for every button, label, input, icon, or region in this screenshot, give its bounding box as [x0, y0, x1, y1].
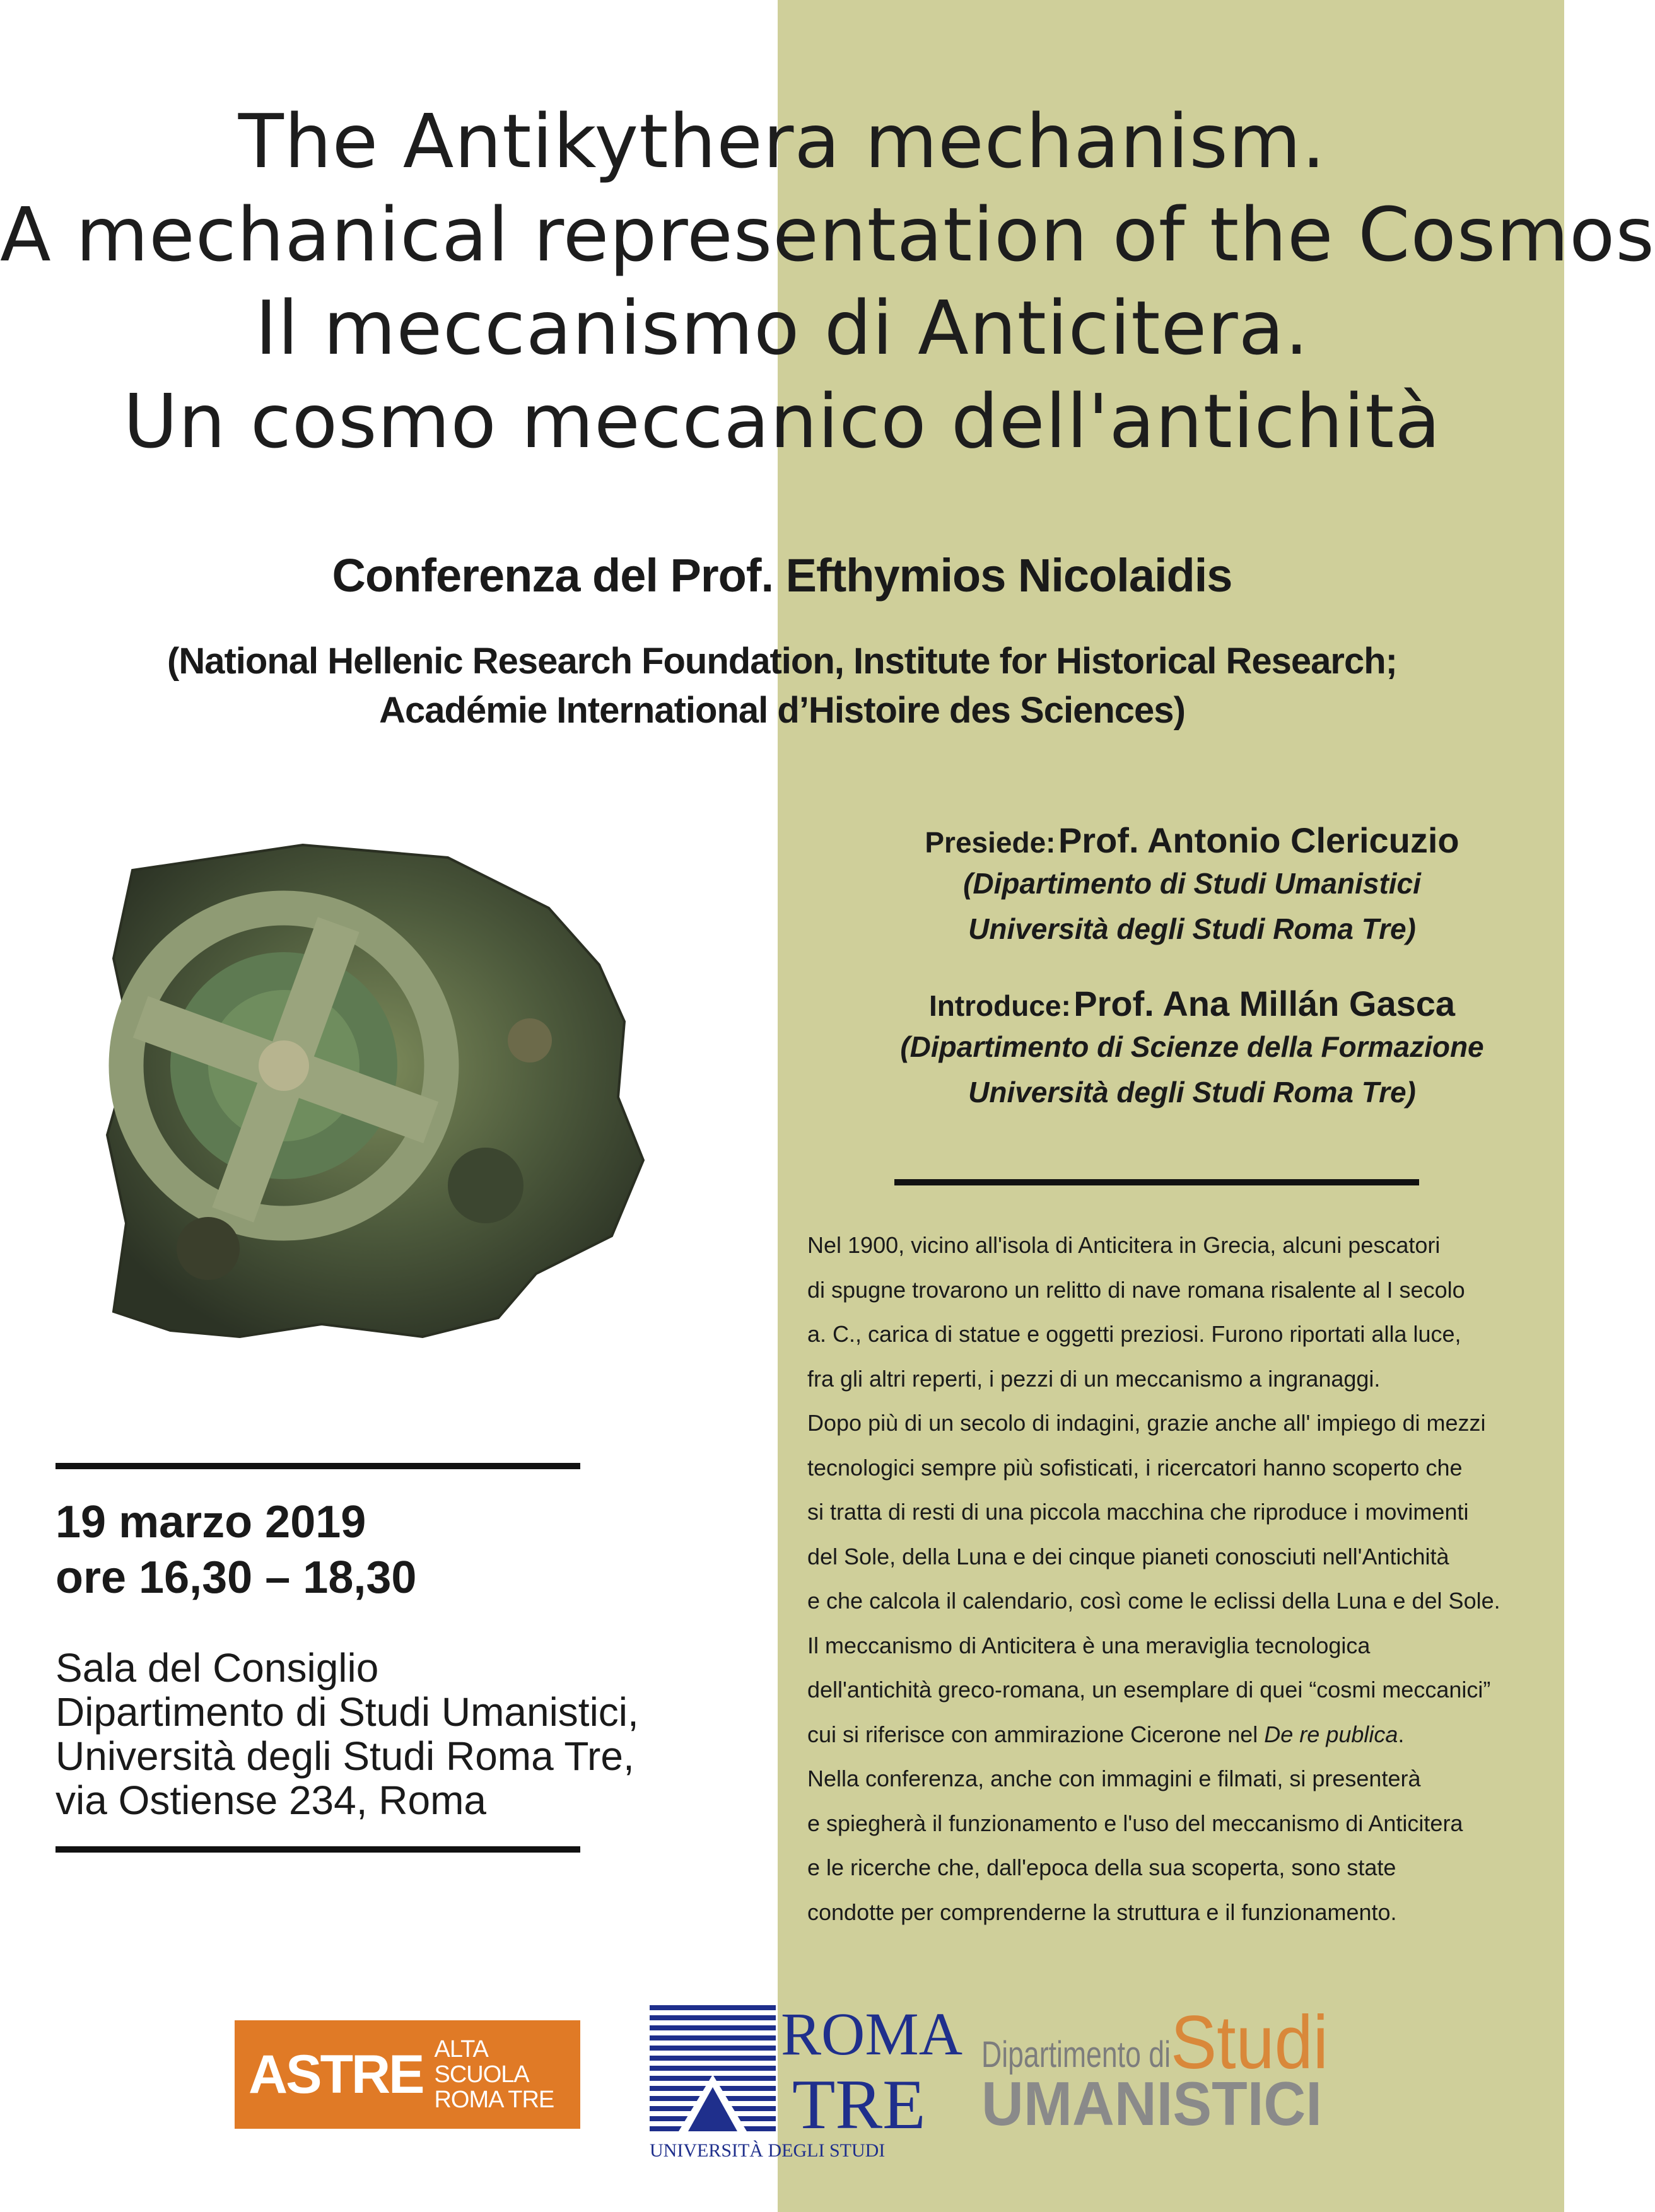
- body-line: Dopo più di un secolo di indagini, grazie anche all' impiego di mezzi: [807, 1410, 1486, 1436]
- title-line: Il meccanismo di Anticitera.: [255, 284, 1309, 371]
- body-line: condotte per comprenderne la struttura e il funzionamento.: [807, 1899, 1397, 1925]
- roma-tre-line1: ROMA: [781, 2000, 963, 2068]
- chair-role: Presiede:: [925, 826, 1056, 859]
- chair-section: [820, 820, 1564, 1115]
- body-line-text: cui si riferisce con ammirazione Cicerone nel: [807, 1721, 1265, 1747]
- chair-dept: Università degli Studi Roma Tre): [968, 912, 1416, 945]
- speaker-affiliation: [0, 637, 1564, 735]
- body-line: e spiegherà il funzionamento e l'uso del meccanismo di Anticitera: [807, 1810, 1463, 1836]
- poster-title: [0, 95, 1655, 468]
- divider-line: [894, 1179, 1419, 1185]
- title-line: A mechanical representation of the Cosmos: [0, 191, 1655, 278]
- body-line: e che calcola il calendario, così come le eclissi della Luna e del Sole.: [807, 1588, 1500, 1614]
- astre-logo-subtitle: ALTA SCUOLA ROMA TRE: [434, 2036, 554, 2113]
- intro-name: Prof. Ana Millán Gasca: [1073, 984, 1456, 1023]
- venue-line: Sala del Consiglio: [56, 1645, 379, 1691]
- intro-role: Introduce:: [928, 989, 1071, 1022]
- body-line: tecnologici sempre più sofisticati, i ricercatori hanno scoperto che: [807, 1454, 1463, 1481]
- body-line-tail: .: [1398, 1721, 1405, 1747]
- body-line: [807, 1713, 1526, 1757]
- roma-tre-line2: TRE: [792, 2066, 926, 2144]
- dipartimento-studi-umanistici-logo: [981, 1999, 1335, 2138]
- divider-line: [56, 1846, 580, 1853]
- body-line: Il meccanismo di Anticitera è una meraviglia tecnologica: [807, 1632, 1371, 1658]
- roma-tre-line3: UNIVERSITÀ DEGLI STUDI: [650, 2140, 886, 2161]
- title-line: The Antikythera mechanism.: [238, 98, 1326, 185]
- roma-tre-logo: [646, 1999, 963, 2163]
- venue-line: Dipartimento di Studi Umanistici,: [56, 1689, 639, 1735]
- affiliation-line: (National Hellenic Research Foundation, Institute for Historical Research;: [167, 641, 1397, 682]
- body-line: di spugne trovarono un relitto di nave romana risalente al I secolo: [807, 1276, 1465, 1303]
- dsu-umanistici: UMANISTICI: [981, 2069, 1322, 2138]
- event-venue: [56, 1646, 639, 1822]
- event-datetime: [56, 1494, 416, 1605]
- event-time: ore 16,30 – 18,30: [56, 1552, 417, 1603]
- body-line: e le ricerche che, dall'epoca della sua scoperta, sono state: [807, 1854, 1396, 1880]
- description-text: [807, 1223, 1526, 1935]
- chair-name: Prof. Antonio Clericuzio: [1058, 820, 1459, 860]
- title-line: Un cosmo meccanico dell'antichità: [123, 378, 1441, 465]
- body-line: a. C., carica di statue e oggetti preziosi. Furono riportati alla luce,: [807, 1321, 1461, 1347]
- body-line: Nella conferenza, anche con immagini e filmati, si presenterà: [807, 1766, 1421, 1791]
- body-line: fra gli altri reperti, i pezzi di un meccanismo a ingranaggi.: [807, 1365, 1381, 1392]
- body-line: si tratta di resti di una piccola macchina che riproduce i movimenti: [807, 1499, 1469, 1525]
- event-date: 19 marzo 2019: [56, 1497, 366, 1547]
- conference-speaker: Conferenza del Prof. Efthymios Nicolaidis: [332, 549, 1232, 602]
- venue-line: via Ostiense 234, Roma: [56, 1778, 486, 1823]
- affiliation-line: Académie International d’Histoire des Sciences): [379, 690, 1185, 731]
- intro-dept: Università degli Studi Roma Tre): [968, 1076, 1416, 1109]
- venue-line: Università degli Studi Roma Tre,: [56, 1733, 635, 1779]
- antikythera-fragment-image: [95, 832, 675, 1356]
- body-line: del Sole, della Luna e dei cinque pianeti conosciuti nell'Antichità: [807, 1543, 1449, 1569]
- intro-dept: (Dipartimento di Scienze della Formazione: [900, 1030, 1484, 1063]
- divider-line: [56, 1463, 580, 1469]
- dsu-prefix: Dipartimento di: [981, 2034, 1171, 2075]
- chair-dept: (Dipartimento di Studi Umanistici: [963, 867, 1421, 900]
- astre-logo: [235, 2020, 580, 2129]
- dsu-studi: Studi: [1171, 2000, 1328, 2085]
- work-title: De re publica: [1264, 1721, 1398, 1747]
- body-line: dell'antichità greco-romana, un esemplare di quei “cosmi meccanici”: [807, 1677, 1491, 1703]
- body-line: Nel 1900, vicino all'isola di Anticitera in Grecia, alcuni pescatori: [807, 1232, 1441, 1258]
- astre-logo-name: ASTRE: [249, 2044, 423, 2105]
